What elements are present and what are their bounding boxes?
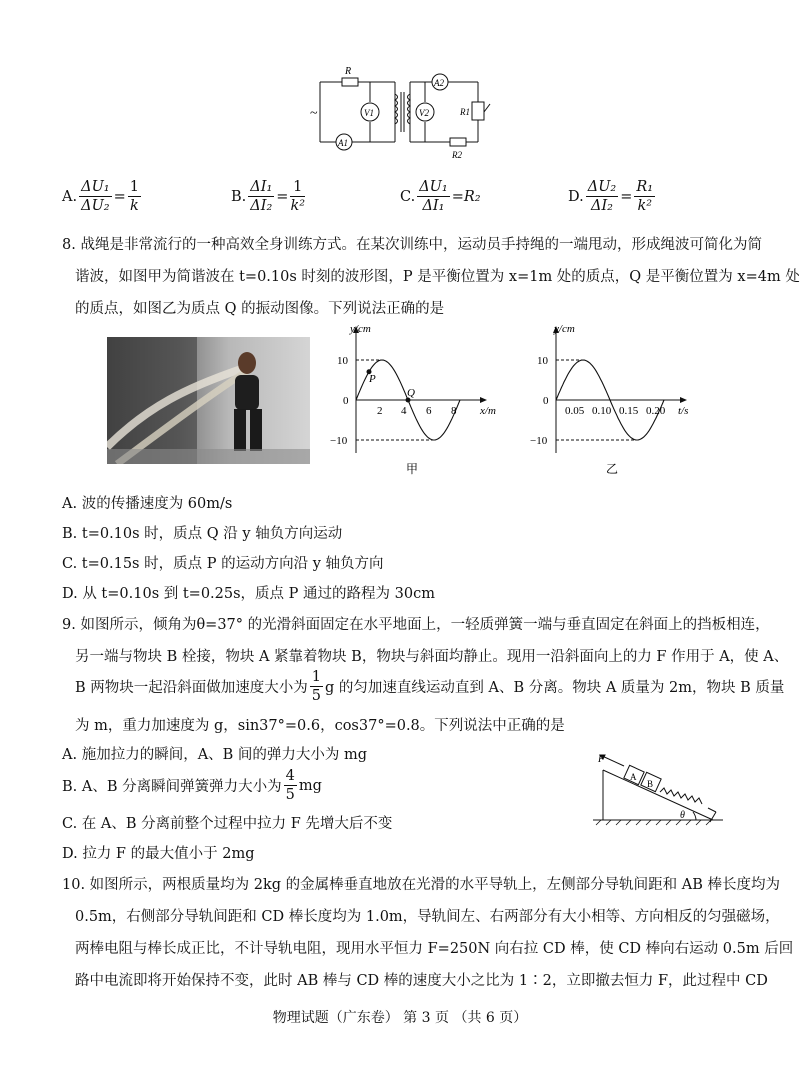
figure-block-b-label: B bbox=[647, 779, 654, 789]
q7-option-c: C. $\frac{\text{ΔU₁}}{\text{ΔI₁}}$ = R₂ bbox=[400, 179, 481, 214]
jia-x-tick-8: 8 bbox=[451, 405, 457, 417]
label-v1: V1 bbox=[364, 108, 374, 118]
q9-stem-line-1: 9. 如图所示，倾角为θ=37° 的光滑斜面固定在水平地面上，一轻质弹簧一端与垂直固定在斜面上的挡板相连， bbox=[62, 617, 770, 633]
q9-stem-line-3: B 两物块一起沿斜面做加速度大小为 $\frac{1}{5}$ g 的匀加速直线运动直到 A、B 分离。物块 A 质量为 2m，物块 B 质量 bbox=[75, 669, 785, 704]
jia-x-tick-4: 4 bbox=[401, 405, 407, 417]
q7-option-a: A. $\frac{\text{ΔU₁}}{\text{ΔU₂}}$ = $\frac{1}{k}$ bbox=[62, 179, 139, 214]
q9-option-a: A. 施加拉力的瞬间，A、B 间的弹力大小为 mg bbox=[62, 747, 368, 763]
q10-line-3: 两棒电阻与棒长成正比，不计导轨电阻，现用水平恒力 F=250N 向右拉 CD 棒，使 CD 棒向右运动 0.5m 后回 bbox=[75, 941, 794, 957]
wave-graph-jia bbox=[330, 318, 510, 478]
q9-stem-line-2: 另一端与物块 B 栓接，物块 A 紧靠着物块 B，物块与斜面均静止。现用一沿斜面向上的力 F 作用于 A，使 A、 bbox=[75, 649, 789, 665]
yi-y-tick-0: 0 bbox=[543, 395, 549, 407]
yi-caption: 乙 bbox=[606, 462, 619, 476]
page-footer: 物理试题（广东卷） 第 3 页 （共 6 页） bbox=[272, 1010, 528, 1026]
ac-source-symbol: ~ bbox=[310, 106, 318, 121]
label-a1: A1 bbox=[338, 138, 348, 148]
jia-x-tick-2: 2 bbox=[377, 405, 383, 417]
label-v2: V2 bbox=[419, 108, 429, 118]
q7-option-d: D. $\frac{\text{ΔU₂}}{\text{ΔI₂}}$ = $\frac{\text{R₁}}{\text{k²}}$ bbox=[568, 179, 654, 214]
q10-line-2: 0.5m，右侧部分导轨间距和 CD 棒长度均为 1.0m，导轨间左、右两部分有大小相等、方向相反的匀强磁场， bbox=[75, 909, 780, 925]
jia-x-tick-6: 6 bbox=[426, 405, 432, 417]
jia-point-q-label: Q bbox=[407, 387, 415, 399]
yi-x-tick-015: 0.15 bbox=[619, 405, 639, 417]
yi-x-arrow bbox=[680, 397, 687, 403]
jia-y-label: y/cm bbox=[350, 323, 371, 335]
q9-option-b: B. A、B 分离瞬间弹簧弹力大小为 $\frac{4}{5}$ mg bbox=[62, 768, 322, 803]
jia-point-p-label: P bbox=[369, 373, 376, 385]
label-r: R bbox=[345, 66, 352, 77]
yi-x-tick-010: 0.10 bbox=[592, 405, 612, 417]
incline-spring-figure bbox=[588, 750, 728, 830]
q8-option-c: C. t=0.15s 时，质点 P 的运动方向沿 y 轴负方向 bbox=[62, 556, 384, 572]
q8-stem-line-2: 谐波，如图甲为简谐波在 t=0.10s 时刻的波形图，P 是平衡位置为 x=1m 处的质点，Q 是平衡位置为 x=4m 处 bbox=[75, 269, 800, 285]
q8-option-b: B. t=0.10s 时，质点 Q 沿 y 轴负方向运动 bbox=[62, 526, 343, 542]
q8-stem-line-3: 的质点，如图乙为质点 Q 的振动图像。下列说法正确的是 bbox=[75, 301, 445, 317]
q9-option-c: C. 在 A、B 分离前整个过程中拉力 F 先增大后不变 bbox=[62, 816, 393, 832]
yi-x-tick-005: 0.05 bbox=[565, 405, 585, 417]
battle-rope-photo bbox=[107, 337, 310, 464]
q10-line-4: 路中电流即将开始保持不变，此时 AB 棒与 CD 棒的速度大小之比为 1∶2，立即撤去恒力 F，此过程中 CD bbox=[75, 973, 768, 989]
figure-theta-label: θ bbox=[680, 810, 685, 821]
q9-stem-line-4: 为 m，重力加速度为 g，sin37°=0.6，cos37°=0.8。下列说法中正确的是 bbox=[75, 718, 565, 734]
jia-y-tick-0: 0 bbox=[343, 395, 349, 407]
figure-block-a-label: A bbox=[630, 772, 637, 782]
yi-y-label: y/cm bbox=[554, 323, 575, 335]
transformer-circuit-diagram bbox=[300, 62, 500, 162]
label-r2: R2 bbox=[452, 150, 462, 160]
figure-force-label: F bbox=[598, 754, 605, 765]
q8-option-d: D. 从 t=0.10s 到 t=0.25s，质点 P 通过的路程为 30cm bbox=[62, 586, 435, 602]
q9-option-d: D. 拉力 F 的最大值小于 2mg bbox=[62, 846, 255, 862]
jia-y-tick-neg10: −10 bbox=[330, 435, 348, 447]
q8-option-a: A. 波的传播速度为 60m/s bbox=[62, 496, 233, 512]
yi-x-tick-020: 0.20 bbox=[646, 405, 666, 417]
jia-x-arrow bbox=[480, 397, 487, 403]
yi-x-label: t/s bbox=[678, 405, 689, 417]
jia-y-tick-10: 10 bbox=[337, 355, 348, 367]
yi-y-tick-10: 10 bbox=[537, 355, 548, 367]
label-r1: R1 bbox=[460, 107, 470, 117]
jia-caption: 甲 bbox=[406, 462, 419, 476]
yi-y-tick-neg10: −10 bbox=[530, 435, 548, 447]
jia-x-label: x/m bbox=[480, 405, 496, 417]
label-a2: A2 bbox=[434, 78, 444, 88]
vibration-graph-yi bbox=[530, 318, 710, 478]
q10-line-1: 10. 如图所示，两根质量均为 2kg 的金属棒垂直地放在光滑的水平导轨上，左侧部分导轨间距和 AB 棒长度均为 bbox=[62, 877, 781, 893]
q8-stem-line-1: 8. 战绳是非常流行的一种高效全身训练方式。在某次训练中，运动员手持绳的一端甩动，形成绳波可简化为简 bbox=[62, 237, 762, 253]
q7-option-b: B. $\frac{\text{ΔI₁}}{\text{ΔI₂}}$ = $\frac{1}{\text{k²}}$ bbox=[231, 179, 306, 214]
